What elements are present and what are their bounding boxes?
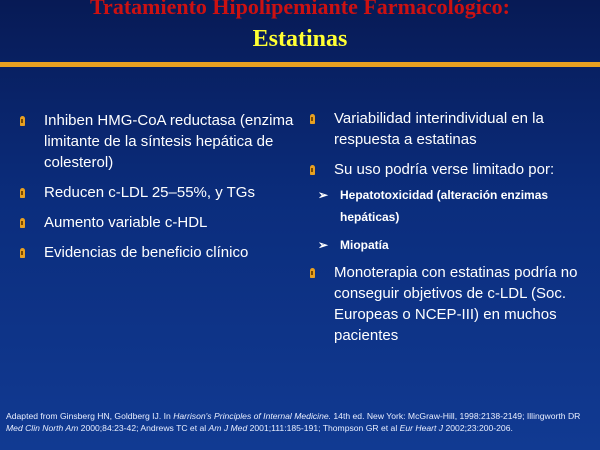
- footer-italic: Med Clin North Am: [6, 423, 79, 433]
- list-item: [310, 108, 595, 150]
- footer-italic: Am J Med: [208, 423, 248, 433]
- bullet-text: Inhiben HMG-CoA reductasa (enzima limitante de la síntesis hepática de colesterol): [44, 112, 294, 171]
- arrow-bullet-icon: ➢: [318, 238, 329, 252]
- bullet-text: Evidencias de beneficio clínico: [44, 244, 249, 261]
- sub-list-item: [310, 234, 595, 256]
- sub-bullet-text: Hepatotoxicidad (alteración enzimas hepáticas): [340, 188, 549, 224]
- footer-italic: Harrison's Principles of Internal Medicine.: [173, 411, 332, 421]
- sub-list-item: [310, 184, 595, 228]
- list-item: [20, 212, 305, 233]
- slide-title-line2: Estatinas: [252, 26, 348, 52]
- footer-text: 2000;84:23-42; Andrews TC et al: [78, 423, 209, 433]
- footer-references: [6, 410, 596, 434]
- orange-bullet-icon: [20, 248, 25, 258]
- bullet-text: Monoterapia con estatinas podría no conseguir objetivos de c-LDL (Soc. Europeas o NCEP-III) en muchos pacientes: [334, 264, 578, 344]
- orange-bullet-icon: [20, 116, 25, 126]
- orange-bullet-icon: [20, 188, 25, 198]
- bullet-text: Su uso podría verse limitado por:: [334, 161, 555, 178]
- footer-text: 2001;111:185-191; Thompson GR et al: [247, 423, 400, 433]
- bullet-text: Reducen c-LDL 25–55%, y TGs: [44, 184, 255, 201]
- footer-text: Adapted from Ginsberg HN, Goldberg IJ. In: [6, 411, 174, 421]
- orange-bullet-icon: [20, 218, 25, 228]
- footer-text: 2002;23:200-206.: [443, 423, 513, 433]
- bullet-text: Aumento variable c-HDL: [44, 214, 208, 231]
- orange-bullet-icon: [310, 165, 315, 175]
- sub-bullet-text: Miopatía: [340, 238, 389, 252]
- list-item: [310, 262, 595, 346]
- title-divider: [0, 62, 600, 67]
- list-item: [310, 159, 595, 180]
- list-item: [20, 242, 305, 263]
- footer-italic: Eur Heart J: [399, 423, 444, 433]
- footer-text: 14th ed. New York: McGraw-Hill, 1998:2138-2149; Illingworth DR: [331, 411, 581, 421]
- title-area: [0, 0, 600, 58]
- orange-bullet-icon: [310, 114, 315, 124]
- bullet-text: Variabilidad interindividual en la respuesta a estatinas: [334, 110, 544, 148]
- right-column: [310, 108, 595, 355]
- list-item: [20, 182, 305, 203]
- slide-title-line1: Tratamiento Hipolipemiante Farmacológico:: [90, 0, 510, 19]
- arrow-bullet-icon: ➢: [318, 188, 329, 202]
- orange-bullet-icon: [310, 268, 315, 278]
- left-column: [20, 110, 305, 272]
- list-item: [20, 110, 305, 173]
